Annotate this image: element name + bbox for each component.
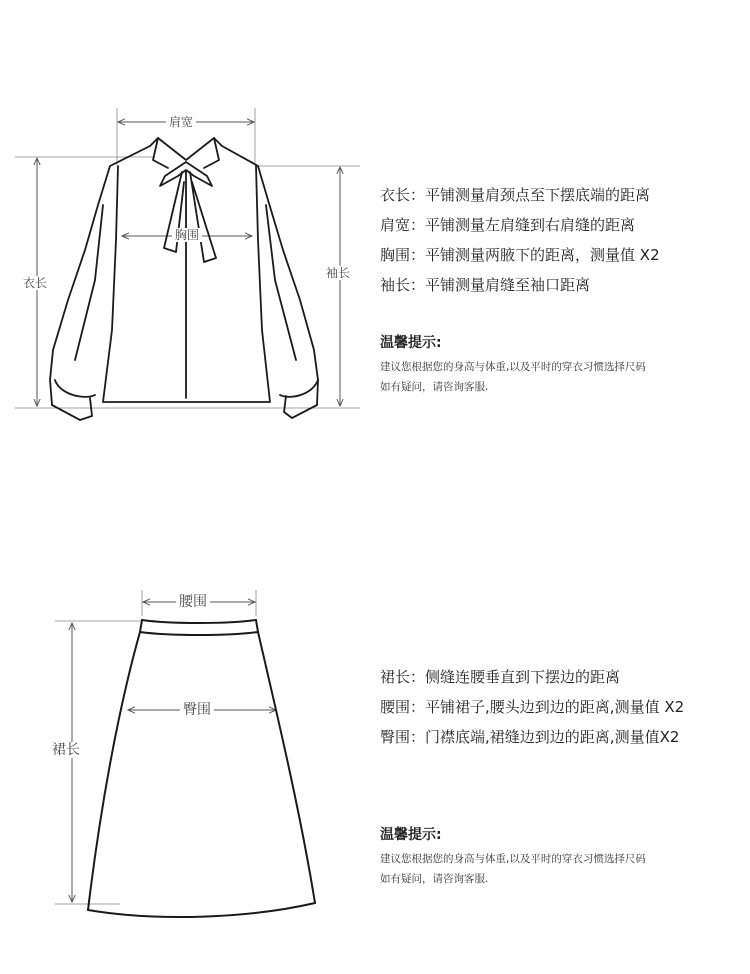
skirt-hip-label: 臀围 [180, 702, 214, 718]
skirt-drawing [0, 560, 370, 974]
shirt-shoulder-label: 肩宽 [166, 115, 196, 129]
skirt-length-label: 裙长 [49, 742, 83, 758]
shirt-outline [50, 138, 318, 420]
skirt-tip-line1: 建议您根据您的身高与体重,以及平时的穿衣习惯选择尺码 [380, 853, 646, 865]
shirt-tip-title: 温馨提示: [380, 335, 442, 351]
definition-item: 臀围：门襟底端,裙缝边到边的距离,测量值X2 [380, 728, 680, 746]
skirt-tip-line2: 如有疑问，请咨询客服. [380, 873, 489, 885]
skirt-dimension-arrows [72, 602, 276, 902]
skirt-definitions [380, 662, 684, 752]
skirt-size-section [0, 560, 750, 974]
skirt-tip-title: 温馨提示: [380, 827, 442, 843]
skirt-waist-label: 腰围 [176, 594, 210, 610]
definition-item: 肩宽：平铺测量左肩缝到右肩缝的距离 [380, 216, 636, 234]
shirt-drawing [0, 0, 370, 440]
shirt-length-label: 衣长 [20, 276, 50, 290]
skirt-guide-lines [55, 590, 256, 904]
shirt-tip-line1: 建议您根据您的身高与体重,以及平时的穿衣习惯选择尺码 [380, 361, 646, 373]
definition-item: 胸围：平铺测量两腋下的距离，测量值 X2 [380, 246, 660, 264]
definition-item: 袖长：平铺测量肩缝至袖口距离 [380, 276, 591, 294]
shirt-tip-line2: 如有疑问，请咨询客服. [380, 381, 489, 393]
shirt-size-section [0, 0, 750, 440]
shirt-guide-lines [15, 108, 360, 408]
shirt-sleeve-label: 袖长 [323, 266, 353, 280]
shirt-definitions [380, 180, 660, 300]
shirt-chest-label: 胸围 [172, 228, 202, 242]
skirt-outline [88, 620, 315, 917]
definition-item: 衣长：平铺测量肩颈点至下摆底端的距离 [380, 186, 651, 204]
definition-item: 裙长：侧缝连腰垂直到下摆边的距离 [380, 668, 621, 686]
definition-item: 腰围：平铺裙子,腰头边到边的距离,测量值 X2 [380, 698, 685, 716]
